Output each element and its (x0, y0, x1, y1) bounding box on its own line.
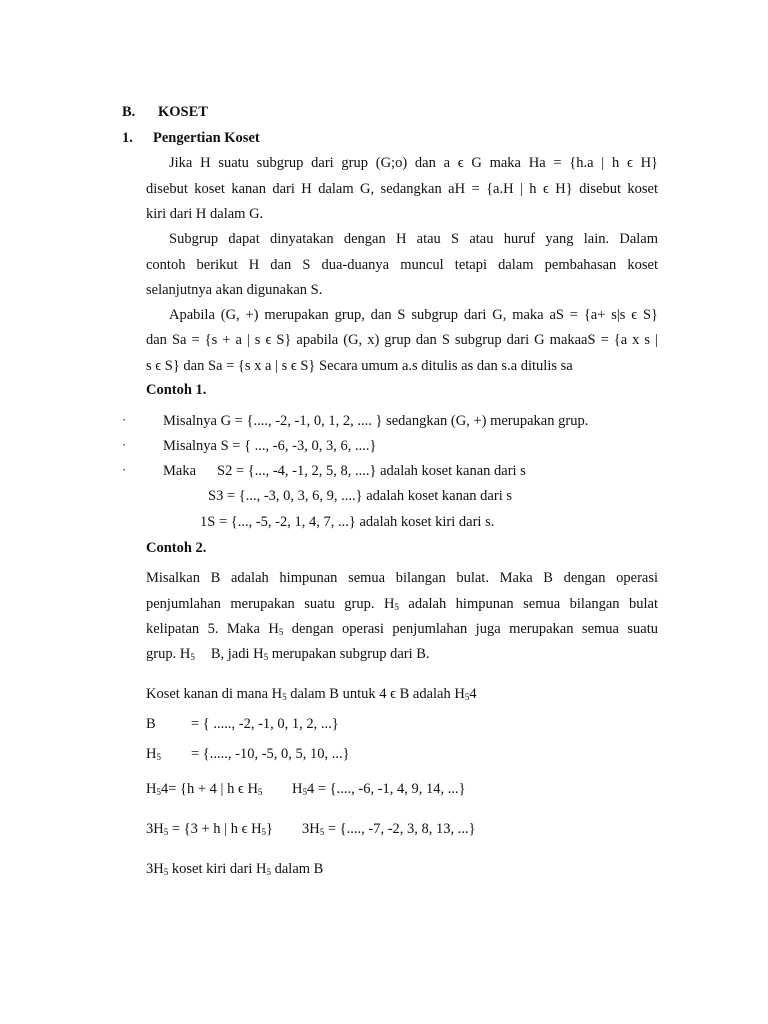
para1-line-3: kiri dari H dalam G. (146, 206, 264, 222)
contoh1-item-1: Misalnya G = {...., -2, -1, 0, 1, 2, .... } sedangkan (G, +) merupakan grup. (163, 413, 589, 429)
contoh2-line-2: penjumlahan merupakan suatu grup. $H_5$ adalah himpunan semua bilangan bulat (146, 596, 659, 612)
para3-line-1: Apabila (G, +) merupakan grup, dan S subgrup dari G, maka aS = {a+ s|s ϵ S} (169, 307, 658, 323)
para1-line-2: disebut koset kanan dari H dalam G, sedangkan aH = {a.H | h ϵ H} disebut koset (146, 181, 658, 197)
h5-set-label: $H_5$ (146, 746, 161, 762)
contoh2-line-1: Misalkan B adalah himpunan semua bilangan bulat. Maka B dengan operasi (146, 570, 658, 586)
contoh1-title: Contoh 1. (146, 382, 207, 398)
contoh1-line-s3: S3 = {..., -3, 0, 3, 6, 9, ....} adalah koset kanan dari s (208, 488, 512, 504)
section-number: B. (122, 104, 136, 120)
b-set-label: B (146, 716, 156, 732)
para1-line-1: Jika H suatu subgrup dari grup (G;o) dan a ϵ G maka Ha = {h.a | h ϵ H} (169, 155, 658, 171)
subsection-number: 1. (122, 130, 133, 146)
para3-line-2: dan Sa = {s + a | s ϵ S} apabila (G, x) grup dan S subgrup dari G makaaS = {a x s | (146, 332, 658, 348)
contoh2-line-3: kelipatan 5. Maka $H_5$ dengan operasi penjumlahan juga merupakan semua suatu (146, 621, 659, 637)
contoh2-title: Contoh 2. (146, 540, 207, 556)
three-h5-definition: $3H_5 = \{3 + h$ | h ϵ $H_5$} (146, 821, 274, 837)
koset-kanan-line: Koset kanan di mana $H_5$ dalam B untuk 4 ϵ B adalah $H_54$ (146, 686, 477, 702)
h54-set: $H_54$ = {...., -6, -1, 4, 9, 14, ...} (292, 781, 466, 797)
bullet-icon: · (122, 462, 127, 477)
contoh1-maka-text: S2 = {..., -4, -1, 2, 5, 8, ....} adalah koset kanan dari s (217, 463, 526, 479)
three-h5-set: $3H_5$ = {...., -7, -2, 3, 8, 13, ...} (302, 821, 476, 837)
koset-kiri-line: $3H_5$ koset kiri dari $H_5$ dalam B (146, 861, 324, 877)
b-set-value: = { ....., -2, -1, 0, 1, 2, ...} (191, 716, 339, 732)
para2-line-2: contoh berikut H dan S dua-duanya muncul tetapi dalam pembahasan koset (146, 257, 658, 273)
h5-set-value: = {....., -10, -5, 0, 5, 10, ...} (191, 746, 350, 762)
para2-line-1: Subgrup dapat dinyatakan dengan H atau S atau huruf yang lain. Dalam (169, 231, 658, 247)
contoh1-item-2: Misalnya S = { ..., -6, -3, 0, 3, 6, ....} (163, 438, 377, 454)
bullet-icon: · (122, 412, 127, 427)
h54-definition: $H_54= \{h + 4$ | h ϵ $H_5$ (146, 781, 263, 797)
subsection-title: Pengertian Koset (153, 130, 260, 146)
contoh1-maka-label: Maka (163, 463, 197, 479)
section-title: KOSET (158, 104, 208, 120)
para2-line-3: selanjutnya akan digunakan S. (146, 282, 323, 298)
contoh2-line-4: grup. $H_5$ B, jadi $H_5$ merupakan subgrup dari B. (146, 646, 430, 662)
contoh1-line-1s: 1S = {..., -5, -2, 1, 4, 7, ...} adalah koset kiri dari s. (200, 514, 495, 530)
bullet-icon: · (122, 437, 127, 452)
para3-line-3: s ϵ S} dan Sa = {s x a | s ϵ S} Secara umum a.s ditulis as dan s.a ditulis sa (146, 358, 573, 374)
